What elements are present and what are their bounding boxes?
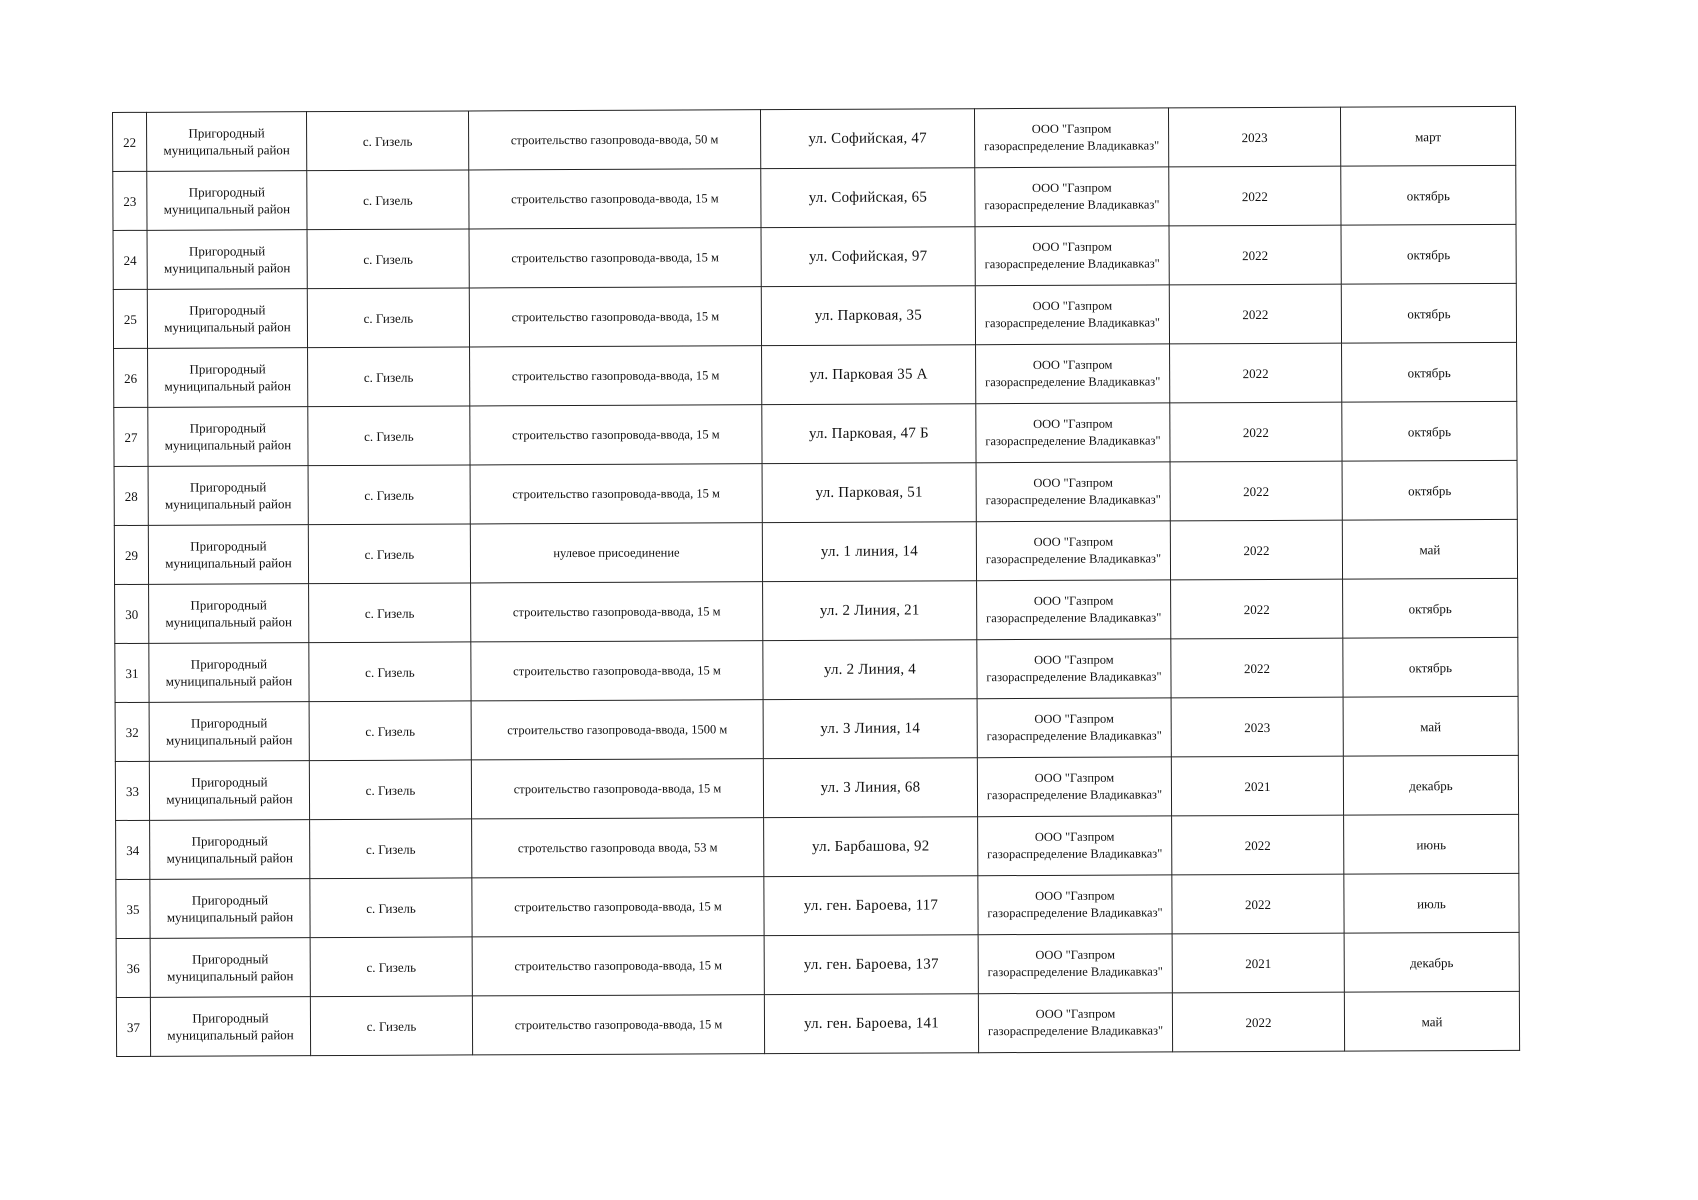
district-cell bbox=[150, 820, 310, 880]
table-body bbox=[113, 106, 1520, 1056]
organization-cell-line-1: ООО "Газпром bbox=[1034, 652, 1114, 667]
address-cell: ул. Софийская, 47 bbox=[760, 109, 974, 169]
work-description-cell: стротельство газопровода ввода, 53 м bbox=[472, 818, 764, 878]
year-cell: 2021 bbox=[1172, 933, 1344, 993]
organization-cell bbox=[976, 521, 1170, 581]
organization-cell bbox=[974, 108, 1168, 168]
organization-cell bbox=[975, 226, 1169, 286]
district-cell-line-2: муниципальный район bbox=[167, 1027, 294, 1043]
table-row bbox=[114, 460, 1517, 525]
village-cell: с. Гизель bbox=[310, 819, 472, 879]
row-number-cell: 29 bbox=[114, 525, 148, 584]
district-cell-line-2: муниципальный район bbox=[167, 968, 294, 984]
village-cell: с. Гизель bbox=[307, 229, 469, 289]
organization-cell-line-2: газораспределение Владикавказ" bbox=[985, 374, 1161, 390]
organization-cell-line-1: ООО "Газпром bbox=[1035, 1006, 1116, 1021]
district-cell bbox=[147, 171, 307, 231]
district-cell bbox=[148, 348, 308, 408]
organization-cell-line-2: газораспределение Владикавказ" bbox=[986, 728, 1162, 744]
month-cell: октябрь bbox=[1343, 578, 1518, 638]
village-cell: с. Гизель bbox=[310, 878, 472, 938]
district-cell-line-1: Пригородный bbox=[188, 125, 265, 141]
district-cell bbox=[147, 289, 307, 349]
address-cell: ул. ген. Бароева, 141 bbox=[764, 994, 978, 1054]
district-cell bbox=[147, 230, 307, 290]
month-cell: октябрь bbox=[1341, 283, 1516, 343]
district-cell-line-1: Пригородный bbox=[189, 479, 267, 495]
year-cell: 2022 bbox=[1169, 166, 1341, 226]
row-number-cell: 26 bbox=[114, 348, 148, 407]
organization-cell bbox=[976, 403, 1170, 463]
organization-cell bbox=[977, 698, 1171, 758]
district-cell-line-1: Пригородный bbox=[192, 1010, 269, 1026]
organization-cell-line-1: ООО "Газпром bbox=[1033, 593, 1114, 608]
organization-cell-line-1: ООО "Газпром bbox=[1033, 475, 1113, 490]
row-number-cell: 22 bbox=[113, 112, 147, 171]
district-cell-line-1: Пригородный bbox=[190, 538, 267, 554]
district-cell-line-1: Пригородный bbox=[189, 302, 266, 318]
organization-cell-line-2: газораспределение Владикавказ" bbox=[984, 315, 1161, 331]
month-cell: май bbox=[1342, 519, 1517, 579]
row-number-cell: 27 bbox=[114, 407, 148, 466]
organization-cell bbox=[978, 934, 1172, 994]
district-cell-line-2: муниципальный район bbox=[165, 614, 292, 630]
district-cell bbox=[150, 997, 310, 1057]
table-row bbox=[116, 932, 1519, 997]
organization-cell-line-2: газораспределение Владикавказ" bbox=[987, 846, 1163, 862]
year-cell: 2022 bbox=[1170, 461, 1342, 521]
organization-cell-line-2: газораспределение Владикавказ" bbox=[985, 551, 1162, 567]
district-cell-line-1: Пригородный bbox=[188, 184, 266, 200]
organization-cell-line-2: газораспределение Владикавказ" bbox=[987, 1023, 1164, 1039]
work-description-cell: строительство газопровода-ввода, 15 м bbox=[471, 582, 763, 642]
table-row bbox=[113, 106, 1516, 171]
work-description-cell: строительство газопровода-ввода, 15 м bbox=[471, 759, 763, 819]
address-cell: ул. Барбашова, 92 bbox=[764, 817, 978, 877]
work-description-cell: строительство газопровода-ввода, 15 м bbox=[470, 346, 762, 406]
district-cell-line-2: муниципальный район bbox=[164, 437, 292, 453]
address-cell: ул. Софийская, 65 bbox=[761, 168, 975, 228]
table-row bbox=[114, 401, 1517, 466]
village-cell: с. Гизель bbox=[308, 406, 470, 466]
row-number-cell: 33 bbox=[115, 761, 149, 820]
district-cell-line-1: Пригородный bbox=[191, 715, 268, 731]
row-number-cell: 32 bbox=[115, 702, 149, 761]
table-row bbox=[115, 755, 1518, 820]
district-cell-line-2: муниципальный район bbox=[164, 378, 291, 394]
organization-cell bbox=[978, 816, 1172, 876]
organization-cell-line-1: ООО "Газпром bbox=[1035, 947, 1115, 962]
organization-cell-line-2: газораспределение Владикавказ" bbox=[984, 197, 1160, 213]
work-description-cell: строительство газопровода-ввода, 15 м bbox=[469, 287, 761, 347]
village-cell: с. Гизель bbox=[308, 465, 470, 525]
district-cell bbox=[148, 466, 308, 526]
organization-cell-line-1: ООО "Газпром bbox=[1032, 357, 1113, 372]
year-cell: 2022 bbox=[1172, 992, 1344, 1052]
address-cell: ул. Парковая, 47 Б bbox=[762, 404, 976, 464]
organization-cell-line-1: ООО "Газпром bbox=[1035, 888, 1115, 903]
table-row bbox=[113, 224, 1516, 289]
table-row bbox=[115, 578, 1518, 643]
row-number-cell: 23 bbox=[113, 171, 147, 230]
village-cell: с. Гизель bbox=[308, 524, 470, 584]
district-cell-line-1: Пригородный bbox=[189, 361, 266, 377]
organization-cell bbox=[978, 875, 1172, 935]
address-cell: ул. 3 Линия, 68 bbox=[763, 758, 977, 818]
district-cell-line-2: муниципальный район bbox=[165, 673, 293, 689]
organization-cell-line-2: газораспределение Владикавказ" bbox=[986, 787, 1163, 803]
organization-cell bbox=[977, 757, 1171, 817]
district-cell bbox=[148, 525, 308, 585]
work-description-cell: строительство газопровода-ввода, 50 м bbox=[468, 110, 760, 170]
month-cell: май bbox=[1343, 696, 1518, 756]
month-cell: октябрь bbox=[1343, 637, 1518, 697]
organization-cell-line-2: газораспределение Владикавказ" bbox=[985, 492, 1161, 508]
month-cell: октябрь bbox=[1341, 224, 1516, 284]
month-cell: октябрь bbox=[1342, 342, 1517, 402]
village-cell: с. Гизель bbox=[309, 583, 471, 643]
district-cell bbox=[148, 407, 308, 467]
district-cell-line-1: Пригородный bbox=[191, 833, 268, 849]
address-cell: ул. 2 Линия, 4 bbox=[763, 640, 977, 700]
row-number-cell: 31 bbox=[115, 643, 149, 702]
year-cell: 2023 bbox=[1171, 697, 1343, 757]
document-page bbox=[112, 106, 1519, 1057]
organization-cell-line-2: газораспределение Владикавказ" bbox=[985, 433, 1161, 449]
row-number-cell: 34 bbox=[116, 820, 150, 879]
address-cell: ул. Парковая 35 А bbox=[762, 345, 976, 405]
address-cell: ул. ген. Бароева, 137 bbox=[764, 935, 978, 995]
district-cell-line-2: муниципальный район bbox=[164, 496, 292, 512]
organization-cell-line-1: ООО "Газпром bbox=[1031, 121, 1112, 136]
row-number-cell: 36 bbox=[116, 938, 150, 997]
address-cell: ул. 1 линия, 14 bbox=[762, 522, 976, 582]
organization-cell-line-1: ООО "Газпром bbox=[1034, 829, 1115, 844]
district-cell-line-1: Пригородный bbox=[192, 951, 269, 967]
district-cell-line-2: муниципальный район bbox=[166, 909, 294, 925]
district-cell-line-2: муниципальный район bbox=[164, 319, 291, 335]
district-cell-line-1: Пригородный bbox=[190, 597, 267, 613]
table-row bbox=[113, 283, 1516, 348]
month-cell: октябрь bbox=[1341, 165, 1516, 225]
row-number-cell: 35 bbox=[116, 879, 150, 938]
table-row bbox=[113, 165, 1516, 230]
month-cell: июль bbox=[1344, 873, 1519, 933]
village-cell: с. Гизель bbox=[309, 760, 471, 820]
row-number-cell: 37 bbox=[116, 997, 150, 1056]
district-cell bbox=[149, 761, 309, 821]
year-cell: 2022 bbox=[1169, 225, 1341, 285]
gasification-table bbox=[112, 106, 1520, 1057]
district-cell-line-1: Пригородный bbox=[189, 420, 267, 436]
organization-cell-line-1: ООО "Газпром bbox=[1034, 711, 1114, 726]
row-number-cell: 30 bbox=[115, 584, 149, 643]
address-cell: ул. Парковая, 35 bbox=[761, 286, 975, 346]
organization-cell-line-1: ООО "Газпром bbox=[1032, 239, 1112, 254]
work-description-cell: нулевое присоединение bbox=[470, 523, 762, 583]
district-cell-line-1: Пригородный bbox=[190, 656, 268, 672]
district-cell-line-2: муниципальный район bbox=[163, 260, 291, 276]
organization-cell bbox=[975, 285, 1169, 345]
row-number-cell: 25 bbox=[113, 289, 147, 348]
district-cell bbox=[147, 112, 307, 172]
district-cell-line-2: муниципальный район bbox=[163, 142, 290, 158]
work-description-cell: строительство газопровода-ввода, 15 м bbox=[470, 464, 762, 524]
district-cell-line-2: муниципальный район bbox=[166, 850, 293, 866]
work-description-cell: строительство газопровода-ввода, 15 м bbox=[469, 228, 761, 288]
address-cell: ул. 2 Линия, 21 bbox=[763, 581, 977, 641]
district-cell-line-2: муниципальный район bbox=[163, 201, 291, 217]
district-cell bbox=[149, 584, 309, 644]
organization-cell-line-1: ООО "Газпром bbox=[1032, 298, 1113, 313]
district-cell bbox=[149, 702, 309, 762]
district-cell-line-1: Пригородный bbox=[191, 774, 268, 790]
table-row bbox=[114, 342, 1517, 407]
month-cell: октябрь bbox=[1342, 460, 1517, 520]
table-row bbox=[115, 696, 1518, 761]
year-cell: 2022 bbox=[1172, 815, 1344, 875]
organization-cell-line-2: газораспределение Владикавказ" bbox=[984, 256, 1160, 272]
work-description-cell: строительство газопровода-ввода, 15 м bbox=[472, 936, 764, 996]
district-cell bbox=[150, 938, 310, 998]
work-description-cell: строительство газопровода-ввода, 1500 м bbox=[471, 700, 763, 760]
month-cell: октябрь bbox=[1342, 401, 1517, 461]
organization-cell-line-1: ООО "Газпром bbox=[1033, 534, 1114, 549]
address-cell: ул. Парковая, 51 bbox=[762, 463, 976, 523]
organization-cell bbox=[977, 639, 1171, 699]
month-cell: май bbox=[1344, 991, 1519, 1051]
table-row bbox=[115, 637, 1518, 702]
work-description-cell: строительство газопровода-ввода, 15 м bbox=[472, 995, 764, 1055]
organization-cell-line-2: газораспределение Владикавказ" bbox=[986, 669, 1162, 685]
month-cell: декабрь bbox=[1344, 932, 1519, 992]
organization-cell bbox=[978, 993, 1172, 1053]
district-cell-line-2: муниципальный район bbox=[166, 732, 293, 748]
district-cell bbox=[149, 643, 309, 703]
row-number-cell: 24 bbox=[113, 230, 147, 289]
village-cell: с. Гизель bbox=[310, 937, 472, 997]
village-cell: с. Гизель bbox=[309, 642, 471, 702]
organization-cell-line-2: газораспределение Владикавказ" bbox=[984, 138, 1160, 154]
work-description-cell: строительство газопровода-ввода, 15 м bbox=[472, 877, 764, 937]
organization-cell-line-2: газораспределение Владикавказ" bbox=[986, 610, 1162, 626]
month-cell: март bbox=[1340, 106, 1515, 166]
year-cell: 2022 bbox=[1170, 343, 1342, 403]
year-cell: 2022 bbox=[1172, 874, 1344, 934]
work-description-cell: строительство газопровода-ввода, 15 м bbox=[470, 405, 762, 465]
month-cell: декабрь bbox=[1343, 755, 1518, 815]
table-row bbox=[116, 814, 1519, 879]
village-cell: с. Гизель bbox=[307, 288, 469, 348]
district-cell-line-1: Пригородный bbox=[188, 243, 266, 259]
village-cell: с. Гизель bbox=[307, 170, 469, 230]
year-cell: 2021 bbox=[1171, 756, 1343, 816]
organization-cell-line-2: газораспределение Владикавказ" bbox=[987, 964, 1163, 980]
month-cell: июнь bbox=[1344, 814, 1519, 874]
work-description-cell: строительство газопровода-ввода, 15 м bbox=[471, 641, 763, 701]
work-description-cell: строительство газопровода-ввода, 15 м bbox=[469, 169, 761, 229]
year-cell: 2022 bbox=[1171, 638, 1343, 698]
district-cell-line-1: Пригородный bbox=[191, 892, 269, 908]
district-cell bbox=[150, 879, 310, 939]
organization-cell-line-2: газораспределение Владикавказ" bbox=[987, 905, 1163, 921]
row-number-cell: 28 bbox=[114, 466, 148, 525]
village-cell: с. Гизель bbox=[309, 701, 471, 761]
year-cell: 2022 bbox=[1171, 579, 1343, 639]
village-cell: с. Гизель bbox=[310, 996, 472, 1056]
year-cell: 2022 bbox=[1170, 402, 1342, 462]
organization-cell-line-1: ООО "Газпром bbox=[1032, 180, 1112, 195]
organization-cell bbox=[976, 344, 1170, 404]
table-row bbox=[114, 519, 1517, 584]
organization-cell bbox=[977, 580, 1171, 640]
address-cell: ул. 3 Линия, 14 bbox=[763, 699, 977, 759]
address-cell: ул. Софийская, 97 bbox=[761, 227, 975, 287]
table-row bbox=[116, 873, 1519, 938]
district-cell-line-2: муниципальный район bbox=[165, 555, 292, 571]
organization-cell-line-1: ООО "Газпром bbox=[1034, 770, 1115, 785]
village-cell: с. Гизель bbox=[308, 347, 470, 407]
village-cell: с. Гизель bbox=[307, 111, 469, 171]
year-cell: 2022 bbox=[1169, 284, 1341, 344]
year-cell: 2023 bbox=[1168, 107, 1340, 167]
table-row bbox=[116, 991, 1519, 1056]
organization-cell bbox=[975, 167, 1169, 227]
organization-cell-line-1: ООО "Газпром bbox=[1033, 416, 1113, 431]
address-cell: ул. ген. Бароева, 117 bbox=[764, 876, 978, 936]
year-cell: 2022 bbox=[1170, 520, 1342, 580]
organization-cell bbox=[976, 462, 1170, 522]
district-cell-line-2: муниципальный район bbox=[166, 791, 293, 807]
